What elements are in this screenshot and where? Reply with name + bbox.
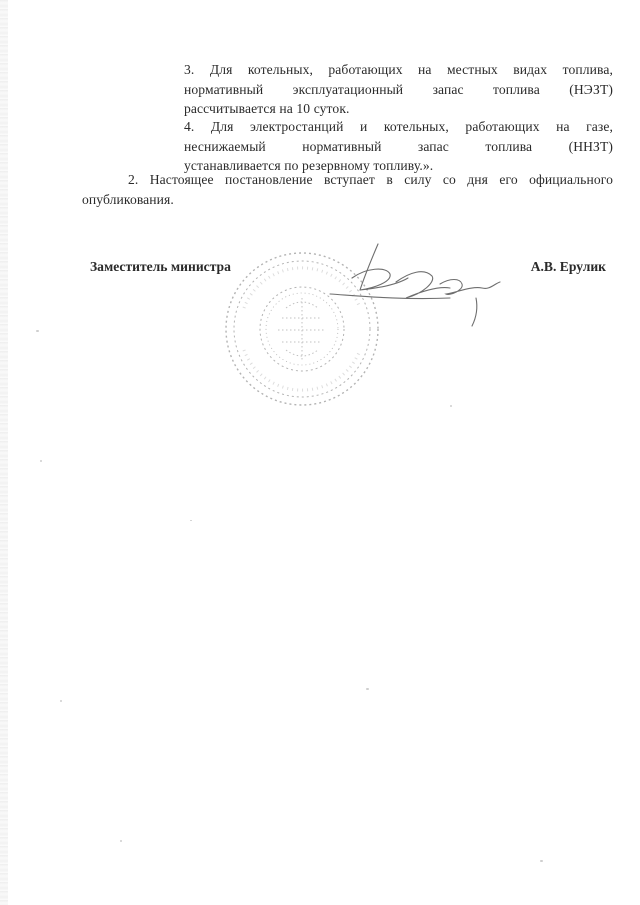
paragraph-line: рассчитывается на 10 суток. <box>184 101 350 116</box>
paragraph-item-4 <box>184 117 613 176</box>
paragraph-line: неснижаемый нормативный запас топлива (ННЗТ) <box>184 138 613 154</box>
scan-speck <box>366 688 369 690</box>
paragraph-line: 4. Для электростанций и котельных, работающих на газе, <box>184 119 613 134</box>
scan-speck <box>450 405 452 407</box>
scan-speck <box>120 840 122 842</box>
scan-speck <box>36 330 39 332</box>
scan-edge-shadow <box>0 0 8 905</box>
paragraph-line: 3. Для котельных, работающих на местных видах топлива, <box>184 62 613 77</box>
signatory-name: А.В. Ерулик <box>530 259 606 274</box>
paragraph-item-3 <box>184 60 613 119</box>
scan-speck <box>540 860 543 862</box>
signatory-title: Заместитель министра <box>90 259 231 274</box>
scan-speck <box>40 460 42 462</box>
scan-speck <box>190 520 192 521</box>
paragraph-line: опубликования. <box>82 191 174 207</box>
paragraph-line: нормативный эксплуатационный запас топлива (НЭЗТ) <box>184 81 613 97</box>
handwritten-signature <box>300 238 520 328</box>
paragraph-line: устанавливается по резервному топливу.». <box>184 158 434 173</box>
paragraph-line: 2. Настоящее постановление вступает в силу со дня его официального <box>128 172 613 187</box>
paragraph-effective-date <box>82 170 613 209</box>
scan-speck <box>60 700 62 702</box>
